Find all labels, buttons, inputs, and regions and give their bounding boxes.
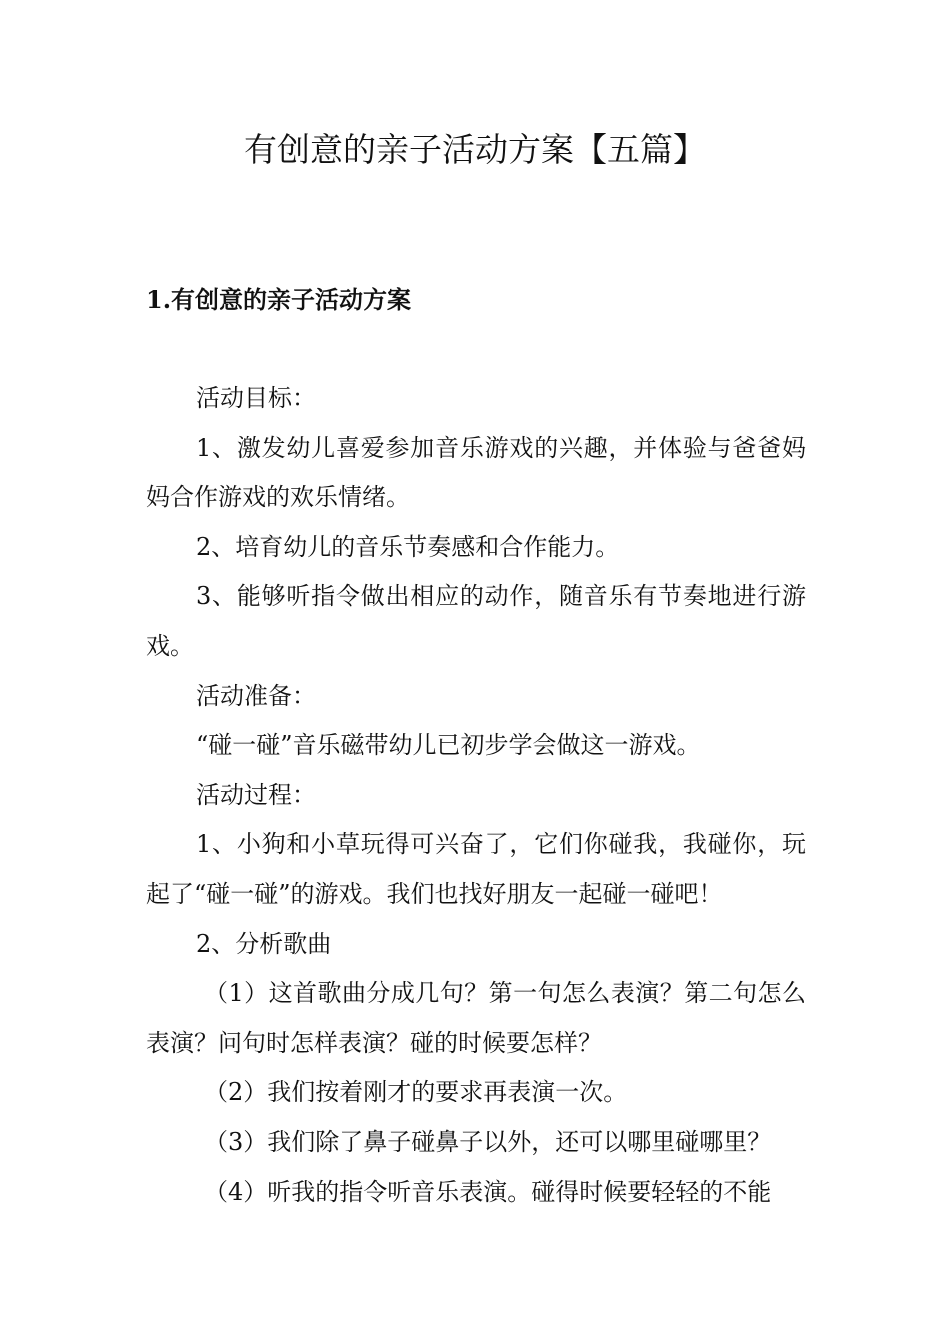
paragraph-step-4: （4）听我的指令听音乐表演。碰得时候要轻轻的不能 — [204, 1177, 772, 1206]
paragraph-process-1: 1、小狗和小草玩得可兴奋了，它们你碰我，我碰你，玩起了“碰一碰”的游戏。我们也找好朋友一起碰一碰吧！ — [146, 830, 806, 908]
paragraph-goal-2: 2、培育幼儿的音乐节奏感和合作能力。 — [196, 532, 620, 561]
document-body — [146, 374, 806, 1217]
paragraph-preparation-label: 活动准备： — [196, 681, 316, 710]
paragraph-goal-1: 1、激发幼儿喜爱参加音乐游戏的兴趣，并体验与爸爸妈妈合作游戏的欢乐情绪。 — [146, 433, 806, 512]
section-heading: 1.有创意的亲子活动方案 — [146, 285, 412, 314]
paragraph-goal-3: 3、能够听指令做出相应的动作，随音乐有节奏地进行游戏。 — [146, 582, 806, 660]
paragraph-process-label: 活动过程： — [196, 780, 316, 809]
paragraph-goals-label: 活动目标： — [196, 384, 316, 412]
document-title: 有创意的亲子活动方案【五篇】 — [244, 130, 706, 169]
paragraph-process-2: 2、分析歌曲 — [196, 929, 332, 958]
paragraph-step-2: （2）我们按着刚才的要求再表演一次。 — [204, 1078, 628, 1107]
paragraph-step-3: （3）我们除了鼻子碰鼻子以外，还可以哪里碰哪里？ — [204, 1127, 772, 1156]
paragraph-step-1: （1）这首歌曲分成几句？第一句怎么表演？第二句怎么表演？问句时怎样表演？碰的时候要怎样？ — [146, 979, 806, 1057]
paragraph-preparation: “碰一碰”音乐磁带幼儿已初步学会做这一游戏。 — [196, 731, 701, 760]
